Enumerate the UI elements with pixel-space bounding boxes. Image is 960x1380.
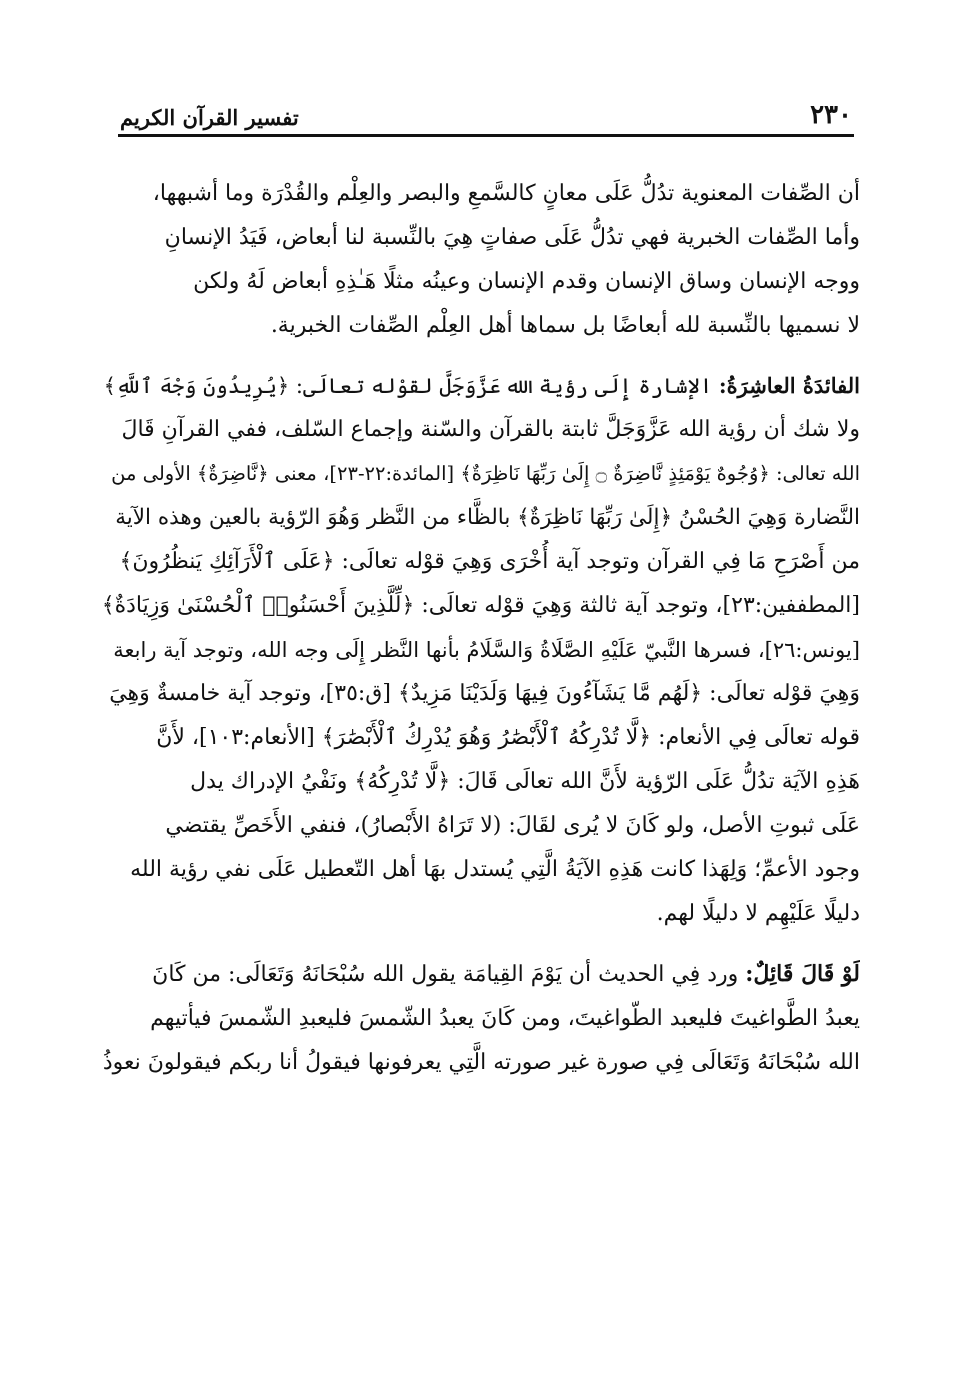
text-line bbox=[100, 364, 860, 408]
text-line: هَذِهِ الآيَة تدُلُّ عَلَى الرّؤية لأَنَّ الله تعالَى قَالَ: ﴿لَّا تُدْرِكُهُ﴾ ونَفْيُ الإدراك يدل bbox=[190, 769, 860, 794]
text-line: وأما الصِّفات الخبرية فهي تدُلُّ عَلَى صفاتٍ هِيَ بالنِّسبة لنا أبعاض، فَيَدُ الإنسانِ bbox=[164, 225, 860, 250]
page-header bbox=[120, 92, 852, 130]
text-line: من أَصْرَحِ مَا فِي القرآن وتوجد آية أُخْرَى وَهِيَ قوْله تعالَى: ﴿عَلَى ٱلْأَرَآئِكِ يَنظُرُونَ﴾ bbox=[119, 549, 860, 574]
text-line: النَّضارة وَهِيَ الحُسْنُ ﴿إِلَىٰ رَبِّهَا نَاظِرَةٌ﴾ بالظَّاء من النَّظر وَهُوَ الرّؤية بالعين وهذه الآية bbox=[115, 505, 860, 530]
text-line: ولا شك أن رؤية الله عَزَّوَجَلَّ ثابتة بالقرآن والسّنة وإجماع السّلف، ففي القرآنِ قَالَ bbox=[121, 417, 860, 442]
text-line: عَلَى ثبوتِ الأصل، ولو كَانَ لا يُرى لقَالَ: (لا تَرَاهُ الأَبْصارُ)، فنفي الأَخَصِّ يقتضي bbox=[165, 813, 860, 838]
paragraph-attributes bbox=[100, 172, 860, 348]
text-line: وَهِيَ قوْله تعالَى: ﴿لَهُم مَّا يَشَآءُونَ فِيهَا وَلَدَيْنَا مَزِيدٌ﴾ [ق:٣٥]، وتوجد آية خامسةٌ وَهِيَ bbox=[109, 681, 860, 706]
text-line: ووجه الإنسان وساق الإنسان وقدم الإنسان وعينُه مثلًا هَـٰذِهِ أبعاض لَهُ ولكن bbox=[193, 269, 860, 294]
text-run: ورد فِي الحديث أن يَوْمَ القِيامَة يقول الله سُبْحَانَهُ وَتَعَالَى: من كَانَ bbox=[152, 962, 746, 987]
page-body bbox=[100, 172, 860, 1101]
text-run: الإشارة إِلَى رؤية الله عَزَّوَجَلَّ لقوْله تعالَى: ﴿يُرِيدُونَ وَجْهَ ٱللَّهِ﴾ bbox=[103, 374, 719, 398]
text-line: قوله تعالَى فِي الأنعام: ﴿لَّا تُدْرِكُهُ ٱلْأَبْصَٰرُ وَهُوَ يُدْرِكُ ٱلْأَبْصَٰرَ﴾ [الأنعام:١٠٣]، لأَنَّ bbox=[156, 725, 860, 750]
text-line: [المطففين:٢٣]، وتوجد آية ثالثة وَهِيَ قوْله تعالَى: ﴿لِّلَّذِينَ أَحْسَنُوا۟ ٱلْحُسْنَىٰ وَزِيَادَةٌ﴾ bbox=[101, 593, 860, 618]
page-number: ٢٣٠ bbox=[810, 100, 852, 130]
text-line: [يونس:٢٦]، فسرها النَّبيّ عَلَيْهِ الصَّلَاةُ وَالسَّلَامُ بأنها النَّظر إِلَى وجه الله، وتوجد آية رابعة bbox=[113, 638, 860, 662]
text-line: الله سُبْحَانَهُ وَتَعَالَى فِي صورة غير صورته الَّتِي يعرفونها فيقولُ أنا ربكم فيقولونَ نعوذُ bbox=[102, 1050, 860, 1075]
paragraph-tenth-benefit bbox=[100, 364, 860, 936]
header-rule bbox=[118, 134, 854, 137]
objection-heading: لَوْ قَالَ قَائِلٌ: bbox=[745, 961, 860, 987]
text-line: وجود الأعمِّ؛ وَلِهَذا كانت هَذِهِ الآيَةُ الَّتِي يُستدل بهَا أهل التّعطيل عَلَى نفي رؤية الله bbox=[130, 857, 860, 882]
paragraph-objection bbox=[100, 952, 860, 1085]
benefit-heading: الفائدَةُ العاشِرَةُ: bbox=[718, 373, 860, 398]
text-line: لا نسميها بالنِّسبة لله أبعاضًا بل سماها أهل العِلْم الصِّفات الخبرية. bbox=[270, 313, 860, 338]
book-title: تفسير القرآن الكريم bbox=[120, 105, 299, 130]
text-line: دليلًا عَلَيْهِم لا دليلًا لهم. bbox=[656, 901, 860, 926]
text-line: أن الصِّفات المعنوية تدُلُّ عَلَى معانٍ كالسَّمعِ والبصر والعِلْم والقُدْرَة وما أشبهها، bbox=[152, 181, 860, 206]
text-line bbox=[100, 952, 860, 997]
text-line: الله تعالى: ﴿وُجُوهٌ يَوْمَئِذٍ نَّاضِرَةٌ ۝ إِلَىٰ رَبِّهَا نَاظِرَةٌ﴾ [المائدة:٢٢-٢٣]، معنى ﴿نَّاضِرَةٌ﴾ الأولى من bbox=[111, 462, 860, 485]
text-line: يعبدُ الطَّواغيتَ فليعبد الطّواغيتَ، ومن كَانَ يعبدُ الشّمسَ فليعبدِ الشّمسَ فيأتيهم bbox=[150, 1006, 860, 1031]
